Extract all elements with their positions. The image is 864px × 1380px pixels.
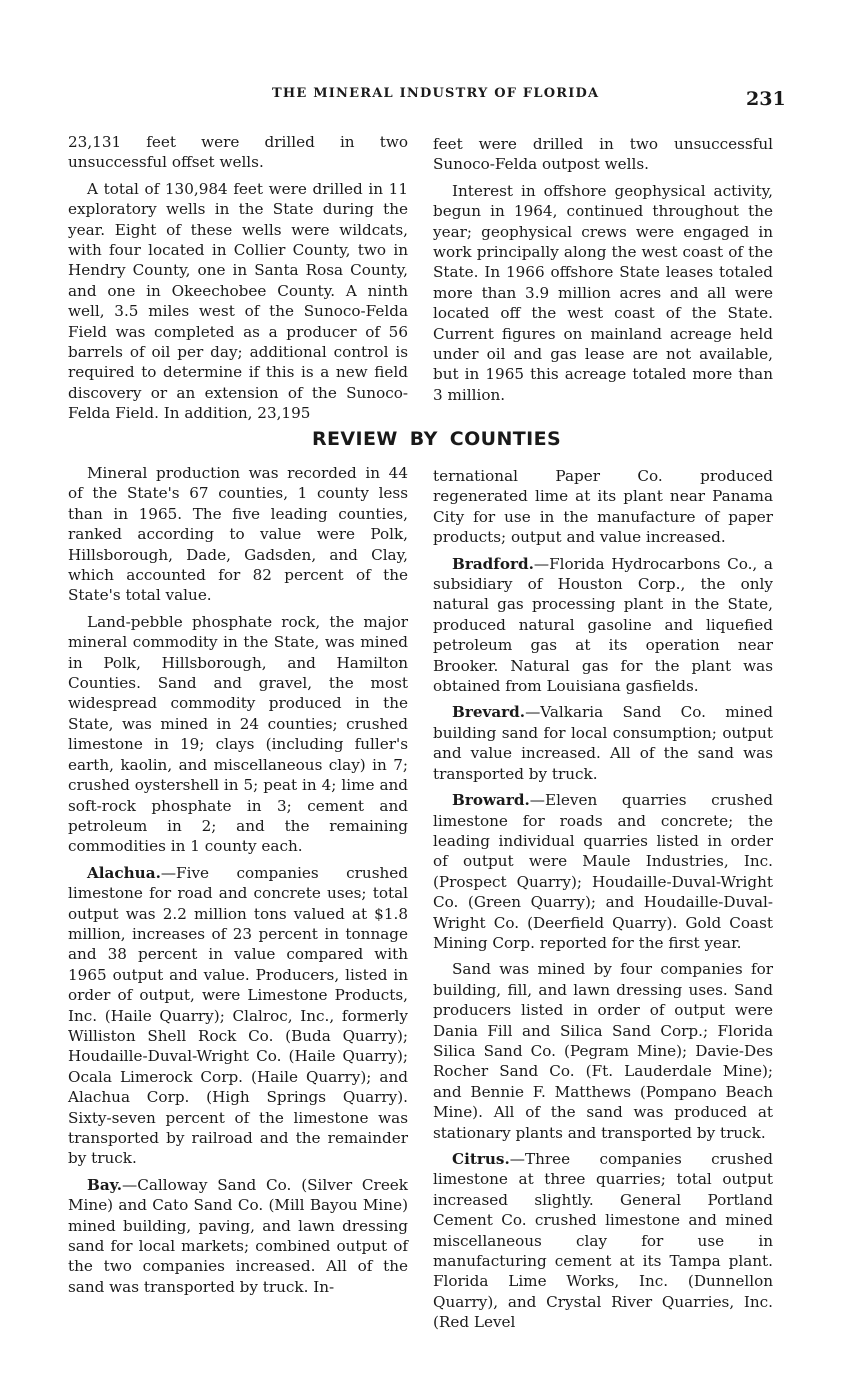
running-title: THE MINERAL INDUSTRY OF FLORIDA: [272, 86, 600, 101]
top-right-column: [433, 134, 773, 405]
section-heading: REVIEW BY COUNTIES: [312, 428, 562, 450]
county-name: Broward.: [452, 791, 530, 810]
county-entry-alachua: [68, 863, 408, 1169]
county-text: —Five companies crushed limestone for road and concrete uses; total output was 2.2 million tons valued at $1.8 million, increases of 23 percent in tonnage and 38 percent in value compared with 1965 output and value. Producers, listed in order of output, were Limestone Products, Inc. (Haile Quarry); Clalroc, Inc., formerly Williston Shell Rock Co. (Buda Quarry); Houdaille-Duval-Wright Co. (Haile Quarry); Ocala Limerock Corp. (Haile Quarry); and Alachua Corp. (High Springs Quarry). Sixty-seven percent of the limestone was transported by railroad and the remainder by truck.: [68, 863, 408, 1168]
county-text: —Calloway Sand Co. (Silver Creek Mine) and Cato Sand Co. (Mill Bayou Mine) mined building, paving, and lawn dressing sand for local markets; combined output of the two companies increased. All of the sand was transported by truck. In-: [68, 1175, 408, 1296]
county-entry-bay: [68, 1175, 408, 1297]
top-left-column: [68, 132, 408, 424]
county-entry-broward: [433, 790, 773, 953]
paragraph: Interest in offshore geophysical activity, begun in 1964, continued throughout the year; geophysical crews were engaged in work principally along the west coast of the State. In 1966 offshore State leases totaled more than 3.9 million acres and all were located off the west coast of the State. Current figures on mainland acreage held under oil and gas lease are not available, but in 1965 this acreage totaled more than 3 million.: [433, 181, 773, 404]
county-text: —Florida Hydrocarbons Co., a subsidiary of Houston Corp., the only natural gas processing plant in the State, produced natural gasoline and liquefied petroleum gas at its operation near Brooker. Natural gas for the plant was obtained from Louisiana gasfields.: [433, 554, 773, 696]
county-entry-citrus: [433, 1149, 773, 1333]
paragraph: feet were drilled in two unsuccessful Sunoco-Felda outpost wells.: [433, 135, 773, 174]
county-entry-brevard: [433, 702, 773, 784]
county-entry-bradford: [433, 554, 773, 697]
paragraph: Sand was mined by four companies for building, fill, and lawn dressing uses. Sand producers listed in order of output were Dania Fill and Silica Sand Corp.; Florida Silica Sand Co. (Pegram Mine); Davie-Des Rocher Sand Co. (Ft. Lauderdale Mine); and Bennie F. Matthews (Pompano Beach Mine). All of the sand was produced at stationary plants and transported by truck.: [433, 960, 773, 1142]
county-text: —Valkaria Sand Co. mined building sand for local consumption; output and value increased. All of the sand was transported by truck.: [433, 703, 773, 783]
paragraph: 23,131 feet were drilled in two unsuccessful offset wells.: [68, 133, 408, 172]
county-text: —Three companies crushed limestone at three quarries; total output increased slightly. General Portland Cement Co. crushed limestone and mined miscellaneous clay for use in manufacturing cement at its Tampa plant. Florida Lime Works, Inc. (Dunnellon Quarry), and Crystal River Quarries, Inc. (Red Level: [433, 1150, 773, 1332]
county-name: Bay.: [87, 1175, 123, 1194]
county-name: Citrus.: [452, 1150, 510, 1168]
paragraph: Mineral production was recorded in 44 of the State's 67 counties, 1 county less than in 1965. The five leading counties, ranked according to value were Polk, Hillsborough, Dade, Gadsden, and Clay, which accounted for 82 percent of the State's total value.: [68, 464, 408, 605]
bottom-right-column: [433, 466, 773, 1333]
bottom-left-column: [68, 463, 408, 1297]
county-name: Bradford.: [452, 554, 534, 573]
paragraph: ternational Paper Co. produced regenerated lime at its plant near Panama City for use in the manufacture of paper products; output and value increased.: [433, 467, 773, 547]
county-text: —Eleven quarries crushed limestone for roads and concrete; the leading individual quarries listed in order of output were Maule Industries, Inc. (Prospect Quarry); Houdaille-Duval-Wright Co. (Green Quarry); and Houdaille-Duval-Wright Co. (Deerfield Quarry). Gold Coast Mining Corp. reported for the first year.: [433, 791, 773, 952]
paragraph: Land-pebble phosphate rock, the major mineral commodity in the State, was mined in Polk, Hillsborough, and Hamilton Counties. Sand and gravel, the most widespread commodity produced in the State, was mined in 24 counties; crushed limestone in 19; clays (including fuller's earth, kaolin, and miscellaneous clay) in 7; crushed oystershell in 5; peat in 4; lime and soft-rock phosphate in 3; cement and petroleum in 2; and the remaining commodities in 1 county each.: [68, 612, 408, 856]
page-number: 231: [746, 88, 786, 110]
county-name: Brevard.: [452, 703, 526, 722]
paragraph: A total of 130,984 feet were drilled in 11 exploratory wells in the State during the year. Eight of these wells were wildcats, with four located in Collier County, two in Hendry County, one in Santa Rosa County, and one in Okeechobee County. A ninth well, 3.5 miles west of the Sunoco-Felda Field was completed as a producer of 56 barrels of oil per day; additional control is required to determine if this is a new field discovery or an extension of the Sunoco-Felda Field. In addition, 23,195: [68, 179, 408, 423]
county-name: Alachua.: [87, 863, 161, 882]
